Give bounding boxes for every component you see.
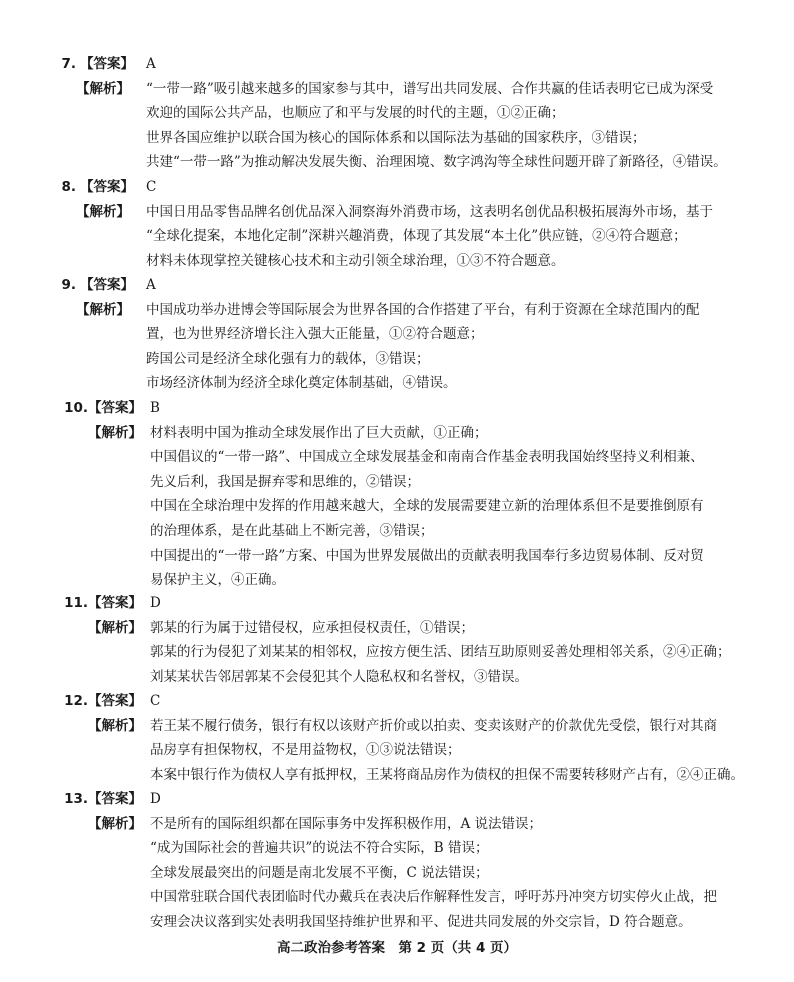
- answer-label: 【答案】: [80, 277, 134, 293]
- question-11: [0, 591, 794, 689]
- answer-row: [0, 52, 794, 77]
- page-footer: 高二政治参考答案 第 2 页（共 4 页）: [276, 940, 518, 956]
- explanation-row: [0, 616, 794, 641]
- explanation-row: [0, 812, 794, 837]
- answer-value: B: [150, 400, 160, 416]
- explanation-line: 材料表明中国为推动全球发展作出了巨大贡献，①正确；: [150, 424, 488, 441]
- answer-label: 【答案】: [80, 56, 134, 72]
- explanation-line: 郭某的行为侵犯了刘某某的相邻权，应按方便生活、团结互助原则妥善处理相邻关系，②④正确；: [150, 644, 731, 661]
- explanation-row: [0, 200, 794, 225]
- explanation-line: 易保护主义，④正确。: [150, 572, 285, 589]
- explanation-label: 【解析】: [88, 717, 142, 734]
- explanation-label: 【解析】: [88, 424, 142, 441]
- explanation-line: 品房享有担保物权，不是用益物权，①③说法错误；: [150, 742, 461, 759]
- question-9: [0, 273, 794, 396]
- explanation-line: “成为国际社会的普遍共识”的说法不符合实际，B 错误；: [150, 840, 489, 857]
- answer-label: 【答案】: [80, 179, 134, 195]
- explanation-line: 跨国公司是经济全球化强有力的载体，③错误；: [146, 350, 430, 367]
- answer-row: [0, 787, 794, 812]
- explanation-row: [0, 421, 794, 446]
- explanation-line: 中国成功举办进博会等国际展会为世界各国的合作搭建了平台，有利于资源在全球范围内的配: [146, 301, 700, 318]
- explanation-line: 欢迎的国际公共产品，也顺应了和平与发展的时代的主题，①②正确；: [146, 105, 565, 122]
- answer-value: D: [150, 791, 161, 807]
- question-number: 12.: [64, 693, 88, 709]
- explanation-line: 材料未体现掌控关键核心技术和主动引领全球治理，①③不符合题意。: [146, 252, 565, 269]
- answer-label: 【答案】: [88, 791, 142, 807]
- answer-row: [0, 396, 794, 421]
- answer-value: C: [150, 693, 161, 709]
- answer-label: 【答案】: [88, 400, 142, 416]
- explanation-row: [0, 298, 794, 323]
- explanation-line: 世界各国应维护以联合国为核心的国际体系和以国际法为基础的国家秩序，③错误；: [146, 129, 646, 146]
- question-number: 9.: [61, 277, 76, 293]
- explanation-line: 置，也为世界经济增长注入强大正能量，①②符合题意；: [146, 326, 484, 343]
- explanation-label: 【解析】: [88, 619, 142, 636]
- explanation-line: 市场经济体制为经济全球化奠定体制基础，④错误。: [146, 375, 457, 392]
- explanation-line: 的治理体系，是在此基础上不断完善，③错误；: [150, 522, 434, 539]
- answer-label: 【答案】: [88, 693, 142, 709]
- explanation-line: 中国提出的“一带一路”方案、中国为世界发展做出的贡献表明我国奉行多边贸易体制、反对贸: [150, 547, 704, 564]
- answer-label: 【答案】: [88, 595, 142, 611]
- explanation-line: 共建“一带一路”为推动解决发展失衡、治理困境、数字鸿沟等全球性问题开辟了新路径，④错误。: [146, 154, 727, 171]
- explanation-label: 【解析】: [76, 203, 130, 220]
- explanation-line: 不是所有的国际组织都在国际事务中发挥积极作用，A 说法错误；: [150, 815, 543, 832]
- explanation-row: [0, 714, 794, 739]
- question-8: [0, 175, 794, 273]
- question-number: 13.: [64, 791, 88, 807]
- explanation-line: 中国倡议的“一带一路”、中国成立全球发展基金和南南合作基金表明我国始终坚持义利相兼、: [150, 449, 704, 466]
- answer-value: A: [146, 277, 156, 293]
- question-12: [0, 689, 794, 787]
- explanation-line: “全球化提案，本地化定制”深耕兴趣消费，体现了其发展“本土化”供应链，②④符合题意；: [146, 228, 687, 245]
- explanation-line: “一带一路”吸引越来越多的国家参与其中，谱写出共同发展、合作共赢的佳话表明它已成为深受: [146, 80, 714, 97]
- answer-row: [0, 689, 794, 714]
- explanation-line: 中国常驻联合国代表团临时代办戴兵在表决后作解释性发言，呼吁苏丹冲突方切实停火止战，把: [150, 889, 717, 906]
- explanation-line: 全球发展最突出的问题是南北发展不平衡，C 说法错误；: [150, 864, 489, 881]
- question-10: [0, 396, 794, 593]
- answer-value: A: [146, 56, 156, 72]
- question-13: [0, 787, 794, 935]
- explanation-line: 安理会决议落到实处表明我国坚持维护世界和平、促进共同发展的外交宗旨，D 符合题意。: [150, 913, 692, 930]
- explanation-line: 先义后利，我国是摒弃零和思维的，②错误；: [150, 473, 420, 490]
- question-7: [0, 52, 794, 175]
- explanation-line: 若王某不履行债务，银行有权以该财产折价或以拍卖、变卖该财产的价款优先受偿，银行对其商: [150, 717, 717, 734]
- explanation-label: 【解析】: [88, 815, 142, 832]
- question-number: 8.: [61, 179, 76, 195]
- explanation-row: [0, 77, 794, 102]
- question-number: 7.: [61, 56, 76, 72]
- explanation-line: 郭某的行为属于过错侵权，应承担侵权责任，①错误；: [150, 619, 474, 636]
- answer-row: [0, 175, 794, 200]
- explanation-line: 本案中银行作为债权人享有抵押权，王某将商品房作为债权的担保不需要转移财产占有，②④正确。: [150, 766, 744, 783]
- explanation-label: 【解析】: [76, 301, 130, 318]
- question-number: 11.: [64, 595, 88, 611]
- explanation-line: 中国日用品零售品牌名创优品深入洞察海外消费市场，这表明名创优品积极拓展海外市场，基于: [146, 203, 713, 220]
- explanation-line: 中国在全球治理中发挥的作用越来越大，全球的发展需要建立新的治理体系但不是要推倒原有: [150, 498, 704, 515]
- answer-value: C: [146, 179, 157, 195]
- answer-row: [0, 591, 794, 616]
- answer-value: D: [150, 595, 161, 611]
- explanation-label: 【解析】: [76, 80, 130, 97]
- answer-row: [0, 273, 794, 298]
- question-number: 10.: [64, 400, 88, 416]
- explanation-line: 刘某某状告邻居郭某不会侵犯其个人隐私权和名誉权，③错误。: [150, 668, 528, 685]
